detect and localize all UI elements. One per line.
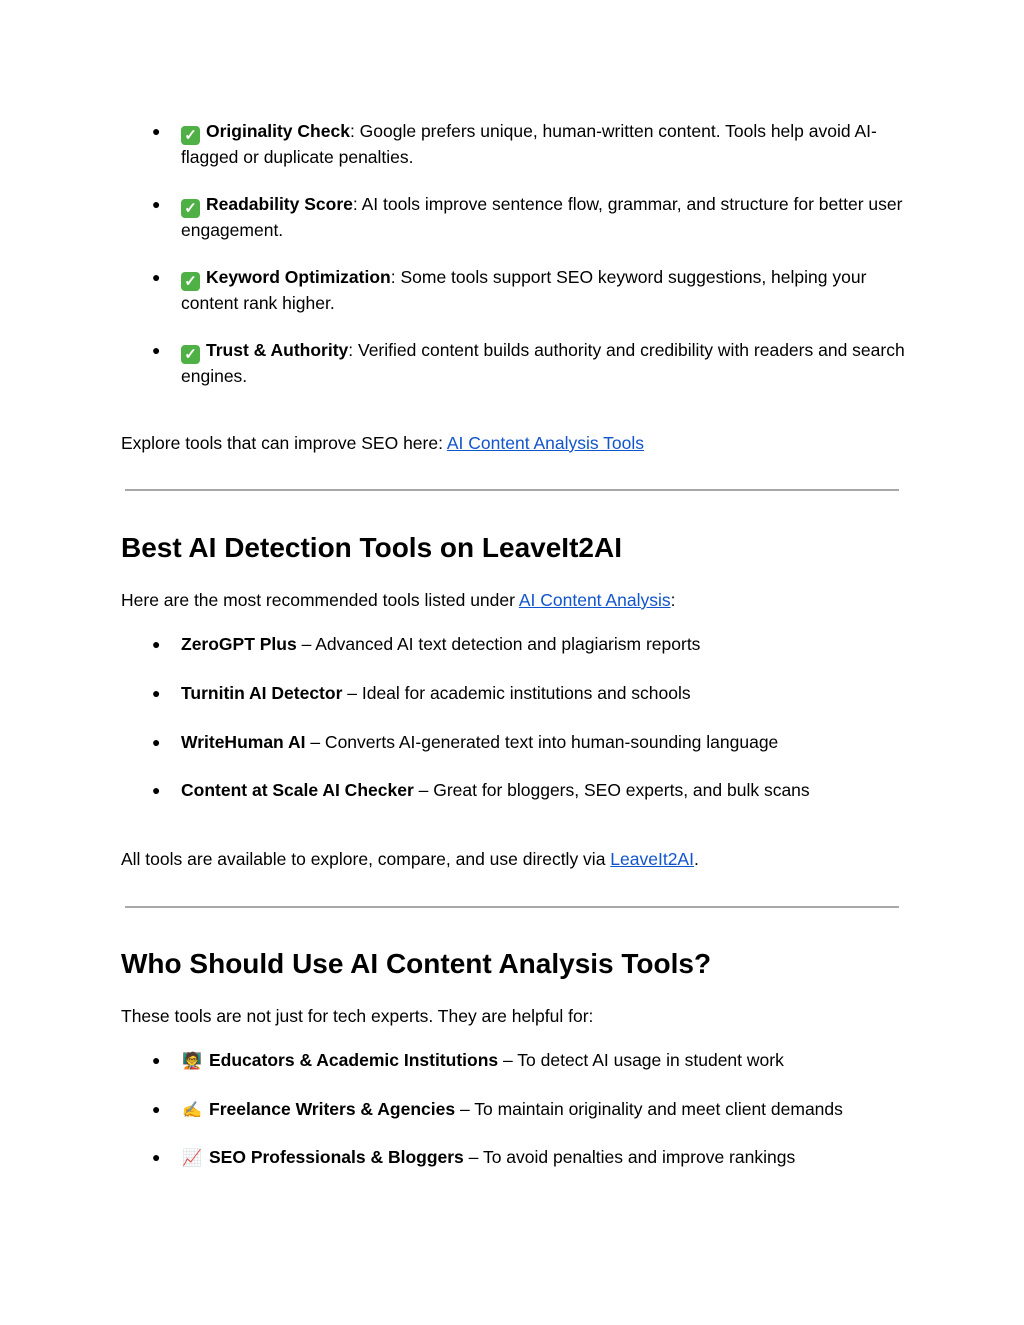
benefit-item xyxy=(152,192,916,243)
audience-title: Educators & Academic Institutions xyxy=(209,1050,499,1070)
audience-item xyxy=(152,1097,916,1124)
audience-desc: – To avoid penalties and improve rankings xyxy=(463,1147,796,1167)
bullet-icon: ● xyxy=(152,734,161,750)
bullet-icon: ● xyxy=(152,1101,161,1117)
bullet-icon: ● xyxy=(152,782,161,798)
tool-desc: – Great for bloggers, SEO experts, and bulk scans xyxy=(413,780,810,800)
leaveit2ai-link[interactable]: LeaveIt2AI xyxy=(610,849,694,869)
section2-intro: These tools are not just for tech experts. They are helpful for: xyxy=(121,1006,594,1026)
bullet-icon: ● xyxy=(152,342,161,358)
bullet-icon: ● xyxy=(152,1149,161,1165)
tool-item xyxy=(152,730,916,755)
tool-item xyxy=(152,632,916,657)
audience-title: SEO Professionals & Bloggers xyxy=(209,1147,464,1167)
benefit-item xyxy=(152,338,916,389)
intro-suffix: : xyxy=(670,590,676,610)
chart-increasing-icon: 📈 xyxy=(182,1150,202,1167)
benefit-title: Readability Score xyxy=(206,194,353,214)
check-icon: ✓ xyxy=(181,345,200,364)
benefit-desc: : Verified content builds authority and credibility with readers and search engines. xyxy=(181,340,905,386)
section1-outro xyxy=(121,847,921,872)
tool-name: ZeroGPT Plus xyxy=(181,634,297,654)
bullet-icon: ● xyxy=(152,196,161,212)
benefit-desc: : AI tools improve sentence flow, grammar, and structure for better user engagement. xyxy=(181,194,903,240)
tool-item xyxy=(152,681,916,706)
benefit-title: Keyword Optimization xyxy=(206,267,391,287)
check-icon: ✓ xyxy=(181,272,200,291)
audience-title: Freelance Writers & Agencies xyxy=(209,1099,456,1119)
bullet-icon: ● xyxy=(152,1052,161,1068)
audience-desc: – To detect AI usage in student work xyxy=(498,1050,784,1070)
bullet-icon: ● xyxy=(152,123,161,139)
bullet-icon: ● xyxy=(152,685,161,701)
explore-paragraph xyxy=(121,431,921,456)
section1-intro xyxy=(121,588,921,613)
tool-desc: – Advanced AI text detection and plagiarism reports xyxy=(296,634,701,654)
ai-content-analysis-link[interactable]: AI Content Analysis xyxy=(518,590,671,610)
audience-desc: – To maintain originality and meet client demands xyxy=(455,1099,843,1119)
benefit-title: Originality Check xyxy=(206,121,350,141)
tool-name: Content at Scale AI Checker xyxy=(181,780,414,800)
tool-item xyxy=(152,778,916,803)
tool-name: WriteHuman AI xyxy=(181,732,306,752)
benefit-item xyxy=(152,119,916,170)
outro-suffix: . xyxy=(693,849,699,869)
check-icon: ✓ xyxy=(181,199,200,218)
benefit-item xyxy=(152,265,916,316)
horizontal-rule xyxy=(125,906,899,908)
teacher-icon: 🧑‍🏫 xyxy=(182,1053,202,1070)
tool-name: Turnitin AI Detector xyxy=(181,683,343,703)
audience-item xyxy=(152,1048,916,1075)
ai-content-analysis-tools-link[interactable]: AI Content Analysis Tools xyxy=(446,433,645,453)
section-heading-best-tools: Best AI Detection Tools on LeaveIt2AI xyxy=(121,532,622,563)
check-icon: ✓ xyxy=(181,126,200,145)
writing-hand-icon: ✍ xyxy=(182,1102,202,1119)
bullet-icon: ● xyxy=(152,636,161,652)
bullet-icon: ● xyxy=(152,269,161,285)
outro-text: All tools are available to explore, compare, and use directly via xyxy=(121,849,611,869)
tool-desc: – Converts AI-generated text into human-sounding language xyxy=(305,732,779,752)
intro-text: Here are the most recommended tools listed under xyxy=(121,590,519,610)
benefit-desc: : Some tools support SEO keyword suggestions, helping your content rank higher. xyxy=(181,267,867,313)
benefit-desc: : Google prefers unique, human-written content. Tools help avoid AI-flagged or duplicate penalties. xyxy=(181,121,877,167)
horizontal-rule xyxy=(125,489,899,491)
tool-desc: – Ideal for academic institutions and schools xyxy=(342,683,691,703)
explore-text: Explore tools that can improve SEO here: xyxy=(121,433,447,453)
audience-item xyxy=(152,1145,916,1172)
section-heading-who-should-use: Who Should Use AI Content Analysis Tools? xyxy=(121,948,712,979)
benefit-title: Trust & Authority xyxy=(206,340,349,360)
